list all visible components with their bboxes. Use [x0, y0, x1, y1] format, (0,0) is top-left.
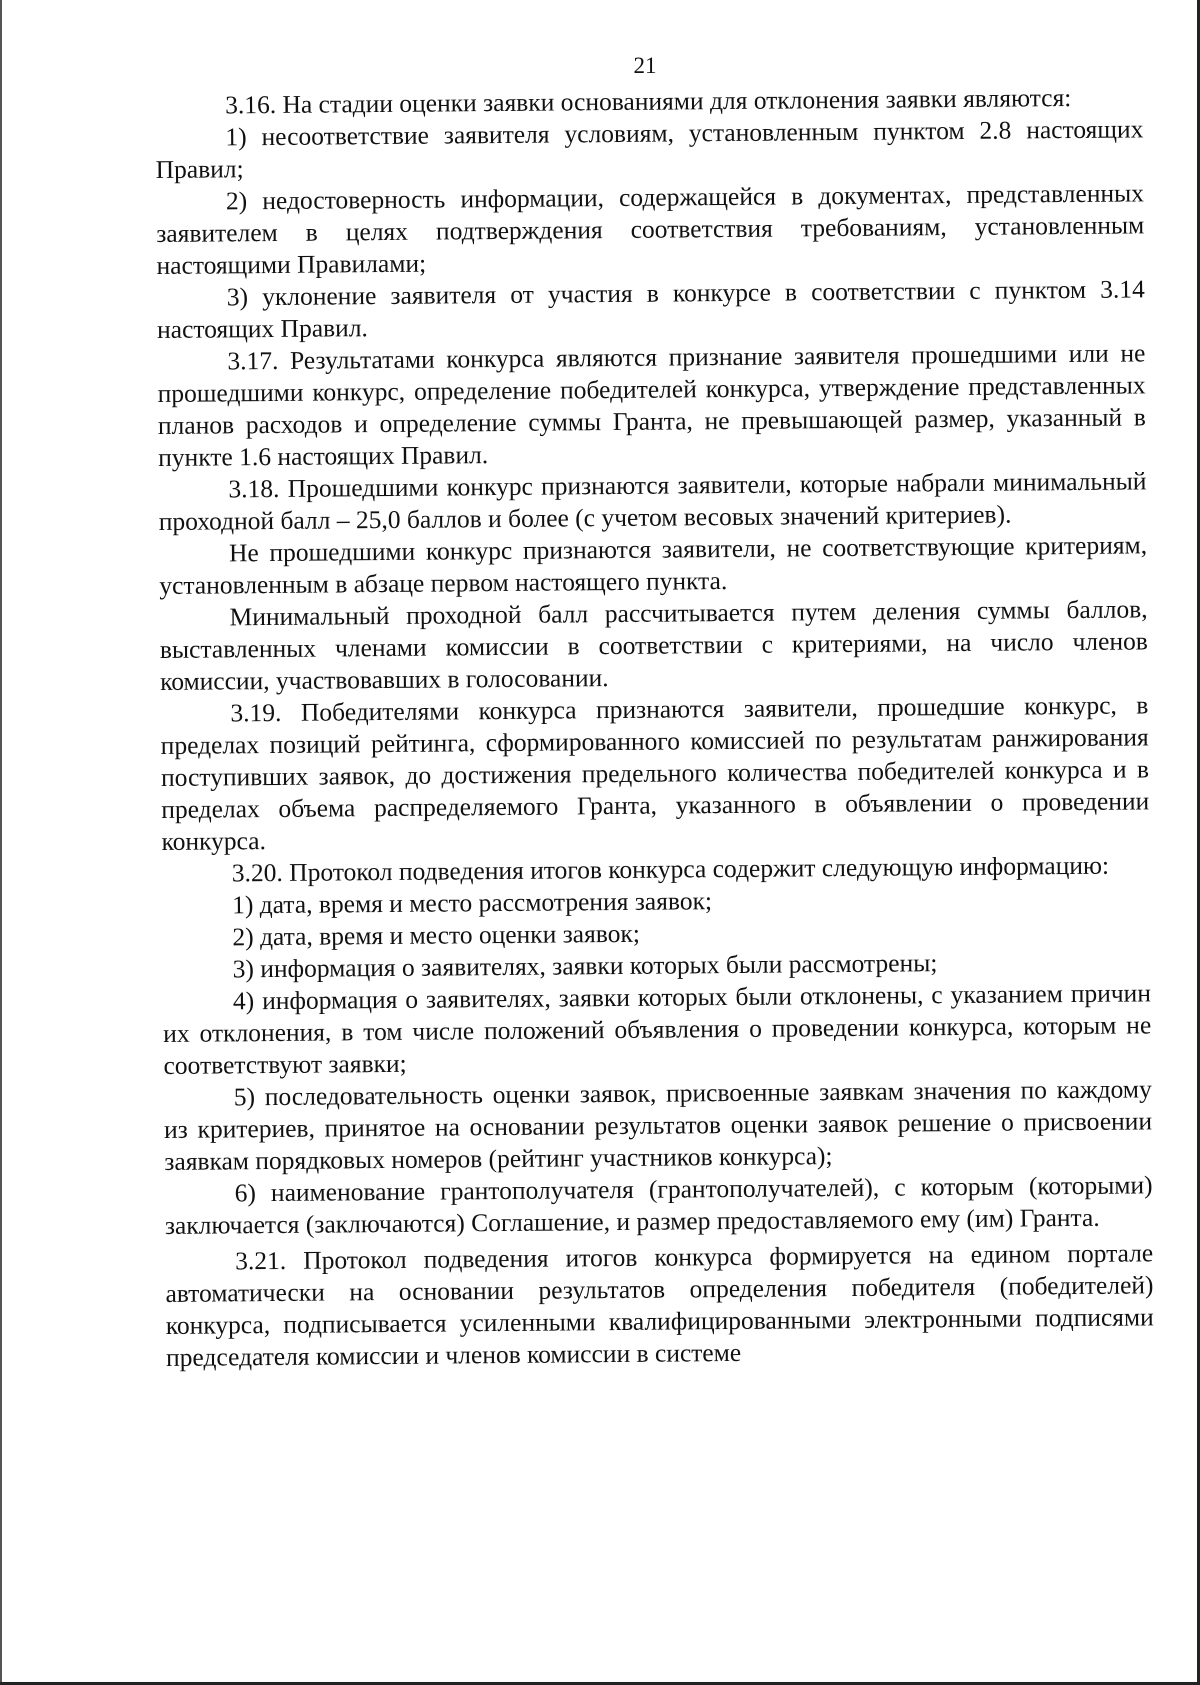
paragraph-3-16: 3.16. На стадии оценки заявки основаниями для отклонения заявки являются:	[225, 83, 1072, 120]
scan-edge-left	[0, 0, 2, 1685]
list-item: 3) информация о заявителях, заявки которых были рассмотрены;	[232, 948, 938, 984]
list-item: 4) информация о заявителях, заявки которых были отклонены, с указанием причин их отклонения, в том числе положений объявления о проведении конкурса, которым не соответствуют заявки;	[163, 978, 1152, 1080]
page-number: 21	[633, 53, 657, 78]
list-item: 5) последовательность оценки заявок, присвоенные заявкам значения по каждому из критериев, принятое на основании результатов оценки заявок решение о присвоении заявкам порядковых номеров (рейтинг участников конкурса);	[163, 1074, 1153, 1176]
paragraph-3-17: 3.17. Результатами конкурса являются признание заявителя прошедшими или не прошедшими конкурс, определение победителей конкурса, утверждение представленных планов расходов и определение суммы Гранта, не превышающей размер, указанный в пункте 1.6 настоящих Правил.	[157, 338, 1147, 472]
paragraph: Минимальный проходной балл рассчитывается путем деления суммы баллов, выставленных членами комиссии в соответствии с критериями, на число членов комиссии, участвовавших в голосовании.	[159, 594, 1148, 696]
list-item: 1) дата, время и место рассмотрения заявок;	[231, 886, 713, 920]
paragraph-3-18: 3.18. Прошедшими конкурс признаются заявители, которые набрали минимальный проходной балл – 25,0 баллов и более (с учетом весовых значений критериев).	[158, 466, 1147, 536]
document-body	[155, 81, 1154, 1374]
paragraph-3-20: 3.20. Протокол подведения итогов конкурса содержит следующую информацию:	[231, 850, 1110, 888]
list-item: 6) наименование грантополучателя (грантополучателей), с которым (которыми) заключается (заключаются) Соглашение, и размер предоставляемого ему (им) Гранта.	[164, 1170, 1153, 1240]
list-item: 3) уклонение заявителя от участия в конкурсе в соответствии с пунктом 3.14 настоящих Правил.	[156, 274, 1145, 344]
list-item: 2) дата, время и место оценки заявок;	[232, 918, 640, 952]
list-item: 2) недостоверность информации, содержащейся в документах, представленных заявителем в целях подтверждения соответствия требованиям, установленным настоящими Правилами;	[156, 178, 1145, 280]
paragraph: Не прошедшими конкурс признаются заявители, не соответствующие критериям, установленным в абзаце первом настоящего пункта.	[159, 530, 1148, 600]
list-item: 1) несоответствие заявителя условиям, установленным пунктом 2.8 настоящих Правил;	[155, 114, 1144, 184]
paragraph-3-21: 3.21. Протокол подведения итогов конкурса формируется на едином портале автоматически на основании результатов определения победителя (победителей) конкурса, подписывается усиленными квалифицированными электронными подписями председателя комиссии и членов комиссии в системе	[165, 1238, 1154, 1372]
paragraph-3-19: 3.19. Победителями конкурса признаются заявители, прошедшие конкурс, в пределах позиций рейтинга, сформированного комиссией по результатам ранжирования поступивших заявок, до достижения предельного количества победителей конкурса и в пределах объема распределяемого Гранта, указанного в объявлении о проведении конкурса.	[160, 690, 1150, 856]
